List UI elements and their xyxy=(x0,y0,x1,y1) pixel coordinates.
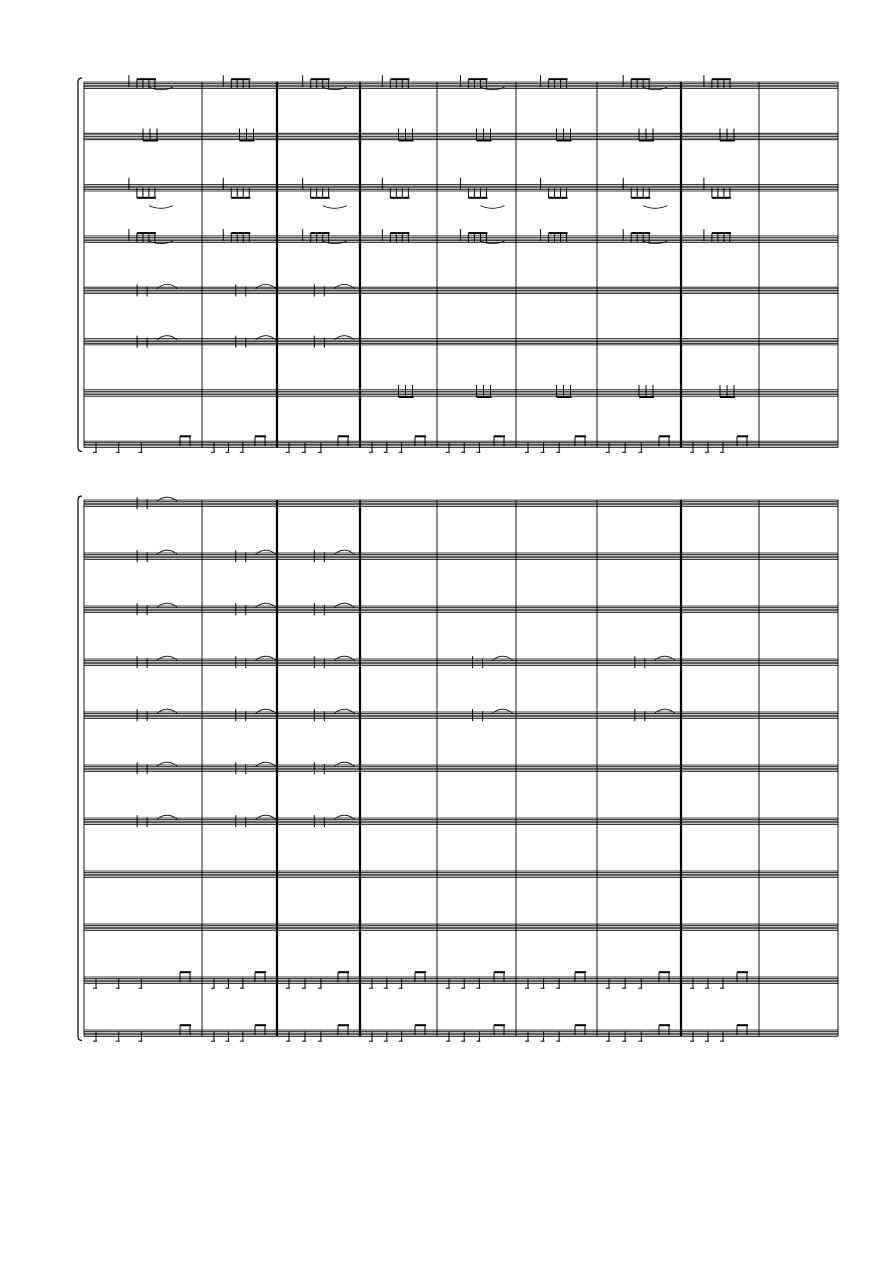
note-beam xyxy=(180,435,191,437)
tie xyxy=(493,709,513,713)
note-beam xyxy=(639,140,654,142)
note-beam xyxy=(477,396,492,398)
tie xyxy=(157,284,177,288)
note-beam xyxy=(549,197,568,199)
note-beam xyxy=(468,232,487,234)
staff xyxy=(84,75,838,90)
note-beam xyxy=(477,140,492,142)
note-beam xyxy=(549,78,568,80)
note-beam xyxy=(390,197,409,199)
tie xyxy=(256,284,276,288)
note-beam xyxy=(338,971,349,973)
staff xyxy=(84,603,838,615)
note-beam xyxy=(180,971,191,973)
tie xyxy=(157,762,177,766)
system-bracket xyxy=(78,78,82,452)
note-beam xyxy=(390,232,409,234)
tie xyxy=(157,656,177,660)
tie xyxy=(157,497,177,501)
staff xyxy=(84,762,838,774)
tie xyxy=(157,815,177,819)
note-beam xyxy=(737,1024,748,1026)
staff xyxy=(84,924,838,930)
note-beam xyxy=(180,1024,191,1026)
staff xyxy=(84,971,838,988)
note-beam xyxy=(631,78,650,80)
tie xyxy=(334,762,354,766)
tie xyxy=(157,709,177,713)
note-beam xyxy=(231,197,250,199)
tie xyxy=(334,656,354,660)
staff xyxy=(84,284,838,296)
tie xyxy=(334,709,354,713)
note-beam xyxy=(659,971,670,973)
score-system-1 xyxy=(78,75,838,452)
tie xyxy=(334,603,354,607)
note-beam xyxy=(415,1024,426,1026)
tie xyxy=(256,709,276,713)
note-beam xyxy=(720,140,735,142)
tie xyxy=(334,550,354,554)
staff xyxy=(84,435,838,452)
tie xyxy=(157,550,177,554)
note-beam xyxy=(631,232,650,234)
staff xyxy=(84,709,838,721)
note-beam xyxy=(575,1024,586,1026)
tie xyxy=(157,603,177,607)
staff xyxy=(84,815,838,827)
note-beam xyxy=(737,435,748,437)
note-beam xyxy=(712,197,731,199)
staff xyxy=(84,385,838,398)
tie xyxy=(256,550,276,554)
tie xyxy=(256,336,276,340)
staff xyxy=(84,1024,838,1041)
note-beam xyxy=(399,396,414,398)
note-beam xyxy=(557,396,572,398)
note-beam xyxy=(575,435,586,437)
note-beam xyxy=(231,78,250,80)
staff xyxy=(84,550,838,562)
staff xyxy=(84,129,838,142)
note-beam xyxy=(255,435,266,437)
staff xyxy=(84,229,838,244)
note-beam xyxy=(137,78,156,80)
note-beam xyxy=(720,396,735,398)
note-beam xyxy=(712,78,731,80)
note-beam xyxy=(549,232,568,234)
note-beam xyxy=(659,435,670,437)
note-beam xyxy=(468,197,487,199)
tie xyxy=(256,603,276,607)
note-beam xyxy=(415,435,426,437)
note-beam xyxy=(494,435,505,437)
tie xyxy=(643,206,667,209)
note-beam xyxy=(390,78,409,80)
note-beam xyxy=(338,435,349,437)
staff xyxy=(84,178,838,209)
note-beam xyxy=(311,197,330,199)
tie xyxy=(334,815,354,819)
tie xyxy=(655,709,675,713)
note-beam xyxy=(415,971,426,973)
tie xyxy=(334,284,354,288)
tie xyxy=(480,206,504,209)
note-beam xyxy=(494,971,505,973)
note-beam xyxy=(712,232,731,234)
tie xyxy=(334,336,354,340)
score-system-2 xyxy=(78,496,838,1041)
tie xyxy=(256,656,276,660)
note-beam xyxy=(143,140,158,142)
note-beam xyxy=(468,78,487,80)
tie xyxy=(493,656,513,660)
note-beam xyxy=(494,1024,505,1026)
staff xyxy=(84,871,838,877)
tie xyxy=(256,815,276,819)
note-beam xyxy=(311,232,330,234)
note-beam xyxy=(338,1024,349,1026)
tie xyxy=(323,206,347,209)
tie xyxy=(157,336,177,340)
note-beam xyxy=(255,1024,266,1026)
tie xyxy=(655,656,675,660)
tie xyxy=(149,206,173,209)
note-beam xyxy=(137,197,156,199)
system-bracket xyxy=(78,496,82,1040)
note-beam xyxy=(240,140,255,142)
note-beam xyxy=(255,971,266,973)
staff xyxy=(84,336,838,348)
note-beam xyxy=(737,971,748,973)
note-beam xyxy=(311,78,330,80)
note-beam xyxy=(557,140,572,142)
note-beam xyxy=(231,232,250,234)
note-beam xyxy=(639,396,654,398)
note-beam xyxy=(631,197,650,199)
staff xyxy=(84,497,838,509)
note-beam xyxy=(137,232,156,234)
note-beam xyxy=(399,140,414,142)
staff xyxy=(84,656,838,668)
note-beam xyxy=(659,1024,670,1026)
note-beam xyxy=(575,971,586,973)
tie xyxy=(256,762,276,766)
